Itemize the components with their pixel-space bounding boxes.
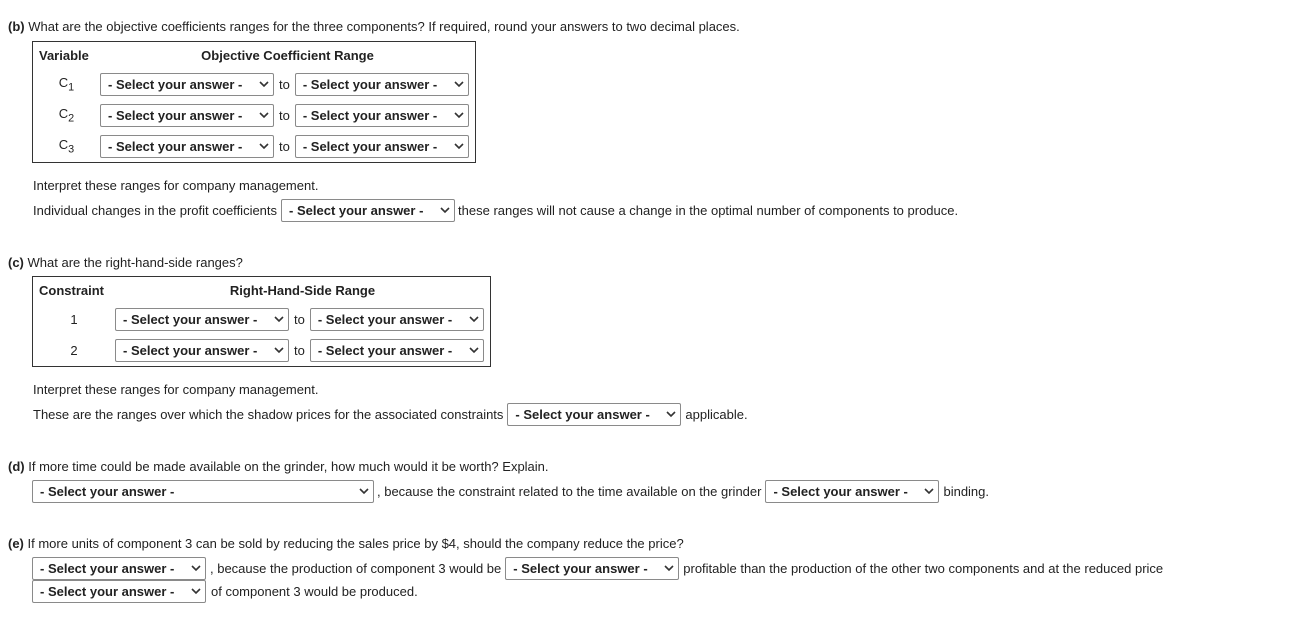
grinder-binding-select[interactable]: - Select your answer - xyxy=(765,480,939,503)
to-label: to xyxy=(279,139,290,154)
component3-production-select[interactable]: - Select your answer - xyxy=(32,580,206,603)
sentence-c-after: applicable. xyxy=(685,407,748,422)
sentence-c xyxy=(33,403,748,426)
rhs2-lower-select[interactable]: - Select your answer - xyxy=(115,339,289,362)
table-row xyxy=(33,131,476,163)
sentence-d-middle: , because the constraint related to the time available on the grinder xyxy=(377,484,762,499)
chevron-down-icon xyxy=(454,81,464,88)
chevron-down-icon xyxy=(191,565,201,572)
sentence-e-middle: , because the production of component 3 would be xyxy=(210,561,502,576)
to-label: to xyxy=(279,77,290,92)
chevron-down-icon xyxy=(666,411,676,418)
rhs-range-table xyxy=(32,276,491,367)
table-row xyxy=(33,69,476,100)
question-d-label: (d) xyxy=(8,459,25,474)
rhs2-upper-select[interactable]: - Select your answer - xyxy=(310,339,484,362)
table-row xyxy=(33,304,491,335)
question-b xyxy=(8,19,740,34)
coefficient-interpretation-select[interactable]: - Select your answer - xyxy=(281,199,455,222)
question-b-text: What are the objective coefficients ranges for the three components? If required, round your answers to two decimal places. xyxy=(28,19,740,34)
chevron-down-icon xyxy=(469,347,479,354)
table-header-row xyxy=(33,277,491,305)
question-b-label: (b) xyxy=(8,19,25,34)
sentence-b-after: these ranges will not cause a change in the optimal number of components to produce. xyxy=(458,203,959,218)
chevron-down-icon xyxy=(924,488,934,495)
question-e xyxy=(8,536,684,551)
variable-c3: $C_3$ xyxy=(58,137,75,156)
question-e-text: If more units of component 3 can be sold by reducing the sales price by $4, should the company reduce the price? xyxy=(27,536,684,551)
sentence-b xyxy=(33,199,958,222)
profitability-select[interactable]: - Select your answer - xyxy=(505,557,679,580)
question-d xyxy=(8,459,549,474)
chevron-down-icon xyxy=(440,207,450,214)
variable-c2: $C_2$ xyxy=(58,106,75,125)
rhs1-lower-select[interactable]: - Select your answer - xyxy=(115,308,289,331)
sentence-c-before: These are the ranges over which the shadow prices for the associated constraints xyxy=(33,407,504,422)
chevron-down-icon xyxy=(469,316,479,323)
to-label: to xyxy=(294,343,305,358)
constraint-1: 1 xyxy=(70,312,78,327)
c3-lower-select[interactable]: - Select your answer - xyxy=(100,135,274,158)
table-row xyxy=(33,335,491,367)
chevron-down-icon xyxy=(259,112,269,119)
chevron-down-icon xyxy=(454,143,464,150)
sentence-e-after: profitable than the production of the other two components and at the reduced price xyxy=(683,561,1164,576)
chevron-down-icon xyxy=(454,112,464,119)
c2-lower-select[interactable]: - Select your answer - xyxy=(100,104,274,127)
header-rhs-range: Right-Hand-Side Range xyxy=(229,283,376,298)
interpret-c: Interpret these ranges for company management. xyxy=(33,382,319,397)
c1-upper-select[interactable]: - Select your answer - xyxy=(295,73,469,96)
interpret-b: Interpret these ranges for company management. xyxy=(33,178,319,193)
question-d-text: If more time could be made available on the grinder, how much would it be worth? Explain. xyxy=(28,459,549,474)
header-constraint: Constraint xyxy=(39,283,104,298)
chevron-down-icon xyxy=(274,347,284,354)
to-label: to xyxy=(294,312,305,327)
sentence-b-before: Individual changes in the profit coefficients xyxy=(33,203,278,218)
table-header-row xyxy=(33,42,476,70)
sentence-d xyxy=(32,480,989,503)
sentence-e xyxy=(32,557,1163,580)
chevron-down-icon xyxy=(359,488,369,495)
question-c-label: (c) xyxy=(8,255,24,270)
c2-upper-select[interactable]: - Select your answer - xyxy=(295,104,469,127)
c1-lower-select[interactable]: - Select your answer - xyxy=(100,73,274,96)
chevron-down-icon xyxy=(191,588,201,595)
grinder-time-worth-select[interactable]: - Select your answer - xyxy=(32,480,374,503)
sentence-e-continued xyxy=(32,580,418,603)
chevron-down-icon xyxy=(259,81,269,88)
variable-c1: $C_1$ xyxy=(58,75,75,94)
c3-upper-select[interactable]: - Select your answer - xyxy=(295,135,469,158)
question-c-text: What are the right-hand-side ranges? xyxy=(27,255,243,270)
question-c xyxy=(8,255,243,270)
objective-coefficient-table xyxy=(32,41,476,163)
table-row xyxy=(33,100,476,131)
chevron-down-icon xyxy=(274,316,284,323)
constraint-2: 2 xyxy=(70,343,78,358)
sentence-e-end: of component 3 would be produced. xyxy=(211,584,418,599)
header-objective-range: Objective Coefficient Range xyxy=(201,48,374,63)
rhs1-upper-select[interactable]: - Select your answer - xyxy=(310,308,484,331)
to-label: to xyxy=(279,108,290,123)
reduce-price-select[interactable]: - Select your answer - xyxy=(32,557,206,580)
chevron-down-icon xyxy=(664,565,674,572)
header-variable: Variable xyxy=(39,48,89,63)
chevron-down-icon xyxy=(259,143,269,150)
question-e-label: (e) xyxy=(8,536,24,551)
sentence-d-after: binding. xyxy=(943,484,990,499)
shadow-price-applicability-select[interactable]: - Select your answer - xyxy=(507,403,681,426)
